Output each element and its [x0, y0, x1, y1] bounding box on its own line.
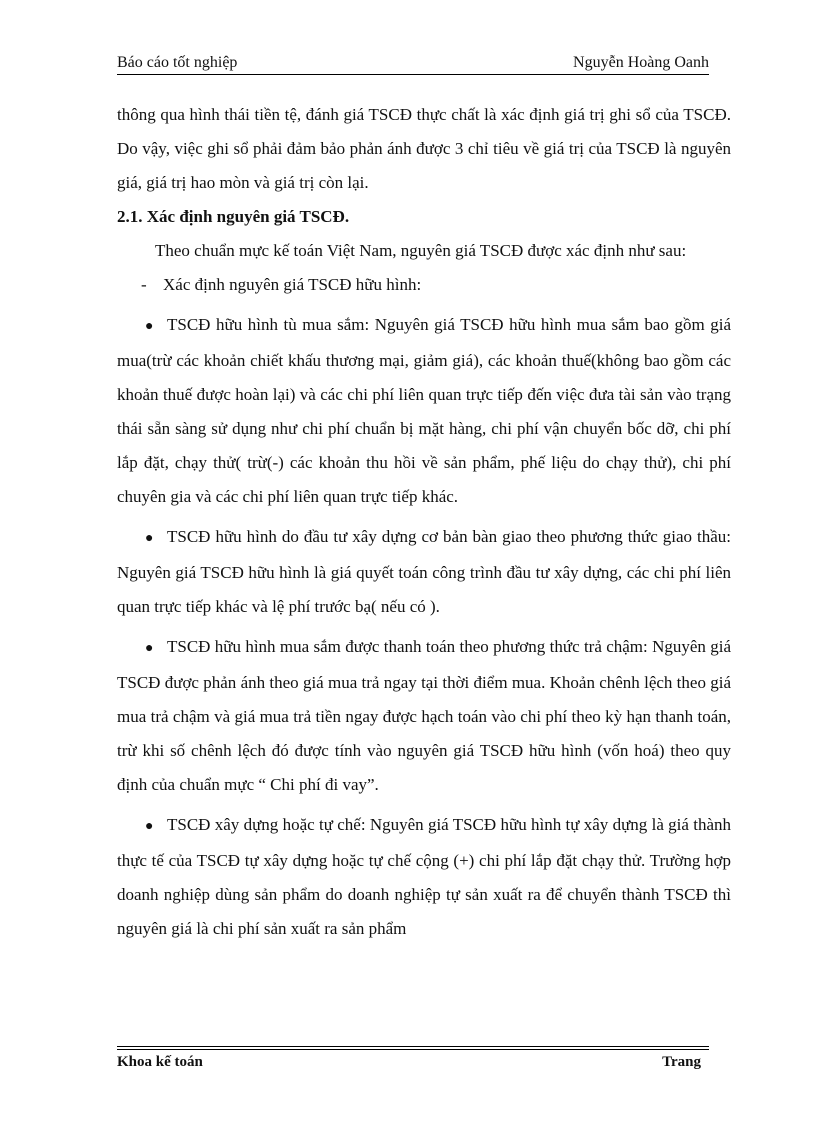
bullet-icon: ● — [145, 819, 154, 834]
dash-item-text: Xác định nguyên giá TSCĐ hữu hình: — [163, 275, 422, 294]
header-author-name: Nguyễn Hoàng Oanh — [573, 54, 709, 71]
dash-marker: - — [141, 275, 147, 294]
standard-paragraph: Theo chuẩn mực kế toán Việt Nam, nguyên giá TSCĐ được xác định như sau: — [155, 241, 687, 260]
bullet-text: TSCĐ hữu hình mua sắm được thanh toán theo phương thức trả chậm: Nguyên giá TSCĐ được phản ánh theo giá mua trả ngay tại thời điểm mua. Khoản chênh lệch theo giá mua trả chậm và giá mua trả tiền ngay được hạch toán vào chi phí theo kỳ hạn thanh toán, trừ khi số chênh lệch đó được tính vào nguyên giá TSCĐ hữu hình (vốn hoá) theo quy định của chuẩn mực “ Chi phí đi vay”. — [117, 637, 731, 794]
section-heading: 2.1. Xác định nguyên giá TSCĐ. — [117, 207, 350, 226]
bullet-text: TSCĐ hữu hình tù mua sắm: Nguyên giá TSCĐ hữu hình mua sắm bao gồm giá mua(trừ các khoản chiết khấu thương mại, giảm giá), các khoản thuế(không bao gồm các khoản thuế được hoàn lại) và các chi phí liên quan trực tiếp đến việc đưa tài sản vào trạng thái sẵn sàng sử dụng như chi phí chuẩn bị mặt hàng, chi phí vận chuyển bốc dỡ, chi phí lắp đặt, chạy thử( trừ(-) các khoản thu hồi về sản phẩm, phế liệu do chạy thử), chi phí chuyên gia và các chi phí liên quan trực tiếp khác. — [117, 315, 731, 506]
page-header — [117, 52, 709, 75]
intro-paragraph: thông qua hình thái tiền tệ, đánh giá TSCĐ thực chất là xác định giá trị ghi sổ của TSCĐ. Do vậy, việc ghi sổ phải đảm bảo phản ánh được 3 chỉ tiêu về giá trị của TSCĐ là nguyên giá, giá trị hao mòn và giá trị còn lại. — [117, 105, 731, 192]
page-body — [117, 98, 731, 946]
bullet-text: TSCĐ xây dựng hoặc tự chế: Nguyên giá TSCĐ hữu hình tự xây dựng là giá thành thực tế của TSCĐ tự xây dựng hoặc tự chế cộng (+) chi phí lắp đặt chạy thử. Trường hợp doanh nghiệp dùng sản phẩm do doanh nghiệp tự sản xuất ra để chuyển thành TSCĐ thì nguyên giá là chi phí sản xuất ra sản phẩm — [117, 815, 731, 938]
bullet-item-self-built — [117, 808, 731, 946]
footer-department: Khoa kế toán — [117, 1054, 203, 1070]
bullet-icon: ● — [145, 319, 154, 334]
header-report-title: Báo cáo tốt nghiệp — [117, 54, 238, 71]
footer-divider-double — [117, 1049, 709, 1050]
footer-divider — [117, 1046, 709, 1047]
bullet-text: TSCĐ hữu hình do đầu tư xây dựng cơ bản bàn giao theo phương thức giao thầu: Nguyên giá TSCĐ hữu hình là giá quyết toán công trình đầu tư xây dựng, các chi phí liên quan trực tiếp khác và lệ phí trước bạ( nếu có ). — [117, 527, 731, 616]
bullet-icon: ● — [145, 641, 154, 656]
bullet-item-construction — [117, 520, 731, 624]
dash-list-item — [117, 268, 731, 302]
bullet-item-purchase — [117, 308, 731, 514]
bullet-item-deferred-payment — [117, 630, 731, 802]
bullet-icon: ● — [145, 531, 154, 546]
footer-page-label: Trang — [662, 1054, 701, 1070]
